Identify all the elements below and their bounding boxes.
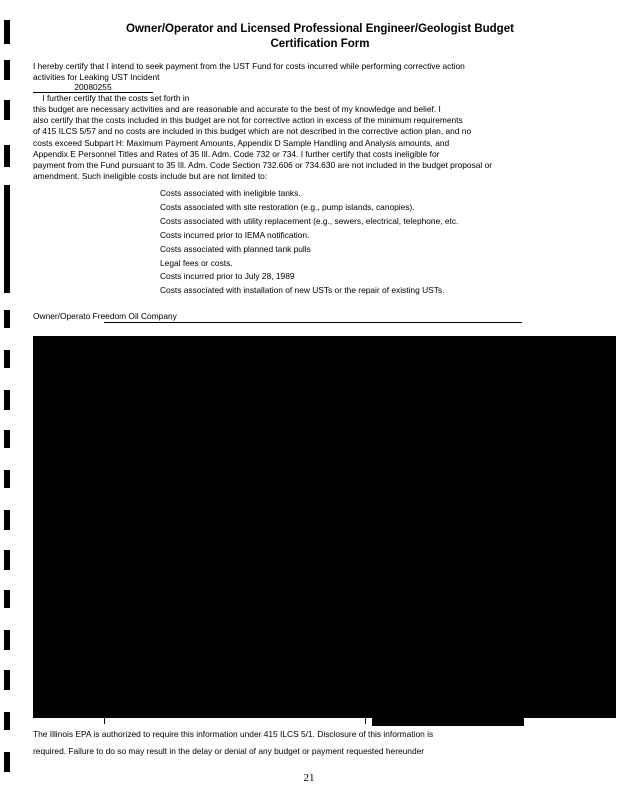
disclosure-line2: required. Failure to do so may result in the delay or denial of any budget or payment requested hereunder bbox=[33, 746, 425, 756]
scan-edge-mark bbox=[4, 310, 10, 328]
scan-edge-mark bbox=[4, 550, 10, 570]
list-item: Costs associated with ineligible tanks. bbox=[160, 188, 301, 198]
cert-line: I hereby certify that I intend to seek payment from the UST Fund for costs incurred while performing corrective action bbox=[33, 61, 465, 71]
disclosure-notice bbox=[33, 726, 593, 760]
scan-edge-mark bbox=[4, 430, 10, 448]
scan-edge-mark bbox=[4, 20, 10, 44]
disclosure-line1: The Illinois EPA is authorized to require this information under 415 ILCS 5/1. Disclosure of this information is bbox=[33, 729, 434, 739]
scan-edge-mark bbox=[4, 185, 10, 293]
ineligible-costs-list bbox=[160, 187, 458, 298]
list-item: Costs associated with installation of new USTs or the repair of existing USTs. bbox=[160, 285, 445, 296]
cert-line-incident: activities for Leaking UST Incident 20080255 I further certify that the costs set forth in bbox=[33, 72, 190, 104]
list-item: Costs associated with utility replacement (e.g., sewers, electrical, telephone, etc. bbox=[160, 215, 459, 226]
list-item: Costs associated with site restoration (e.g., pump islands, canopies). bbox=[160, 201, 415, 212]
scan-edge-mark bbox=[4, 470, 10, 488]
cert-line: Appendix E Personnel Titles and Rates of 35 Ill. Adm. Code 732 or 734. I further certify that costs ineligible for bbox=[33, 148, 440, 159]
incident-number: 20080255 bbox=[33, 83, 153, 93]
list-item: Costs incurred prior to IEMA notification. bbox=[160, 229, 310, 240]
form-title-line2: Certification Form bbox=[270, 38, 370, 50]
cert-line: amendment. Such ineligible costs include but are not limited to: bbox=[33, 170, 268, 181]
divider bbox=[365, 716, 366, 724]
scan-edge-mark bbox=[4, 350, 10, 368]
scan-edge-mark bbox=[4, 145, 10, 167]
scan-edge-mark bbox=[4, 590, 10, 608]
owner-operator-field bbox=[33, 311, 177, 321]
list-item: Costs incurred prior to July 28, 1989 bbox=[160, 271, 295, 282]
cert-line: payment from the Fund pursuant to 35 Ill. Adm. Code Section 732.606 or 734.630 are not included in the budget proposal or bbox=[33, 159, 493, 170]
certification-paragraph bbox=[33, 61, 588, 182]
owner-operator-value: Freedom Oil Company bbox=[92, 311, 177, 321]
list-item: Costs associated with planned tank pulls bbox=[160, 243, 311, 254]
form-title bbox=[60, 22, 580, 52]
cert-line: of 415 ILCS 5/57 and no costs are included in this budget which are not described in the corrective action plan, and no bbox=[33, 126, 472, 137]
scan-edge-mark bbox=[4, 390, 10, 410]
cert-line-suffix: I further certify that the costs set forth in bbox=[42, 93, 190, 104]
cert-line: this budget are necessary activities and are reasonable and accurate to the best of my knowledge and belief. I bbox=[33, 104, 441, 115]
scan-edge-mark bbox=[4, 630, 10, 650]
form-title-line1: Owner/Operator and Licensed Professional Engineer/Geologist Budget bbox=[126, 23, 514, 35]
list-item: Legal fees or costs. bbox=[160, 257, 233, 268]
redacted-block bbox=[33, 336, 616, 718]
scan-edge-mark bbox=[4, 752, 10, 772]
scan-edge-mark bbox=[4, 510, 10, 530]
page-number: 21 bbox=[303, 772, 315, 784]
scan-edge-mark bbox=[4, 60, 10, 80]
owner-signature-line bbox=[104, 322, 522, 323]
scan-edge-mark bbox=[4, 100, 10, 120]
cert-line: also certify that the costs included in this budget are not for corrective action in excess of the minimum requirements bbox=[33, 115, 463, 126]
redacted-block-tab bbox=[372, 716, 524, 726]
divider bbox=[104, 716, 105, 724]
cert-line: costs exceed Subpart H: Maximum Payment Amounts, Appendix D Sample Handling and Analysis amounts, and bbox=[33, 137, 450, 148]
scan-edge-mark bbox=[4, 670, 10, 690]
owner-operator-label: Owner/Operato bbox=[33, 311, 91, 321]
scan-edge-mark bbox=[4, 712, 10, 730]
